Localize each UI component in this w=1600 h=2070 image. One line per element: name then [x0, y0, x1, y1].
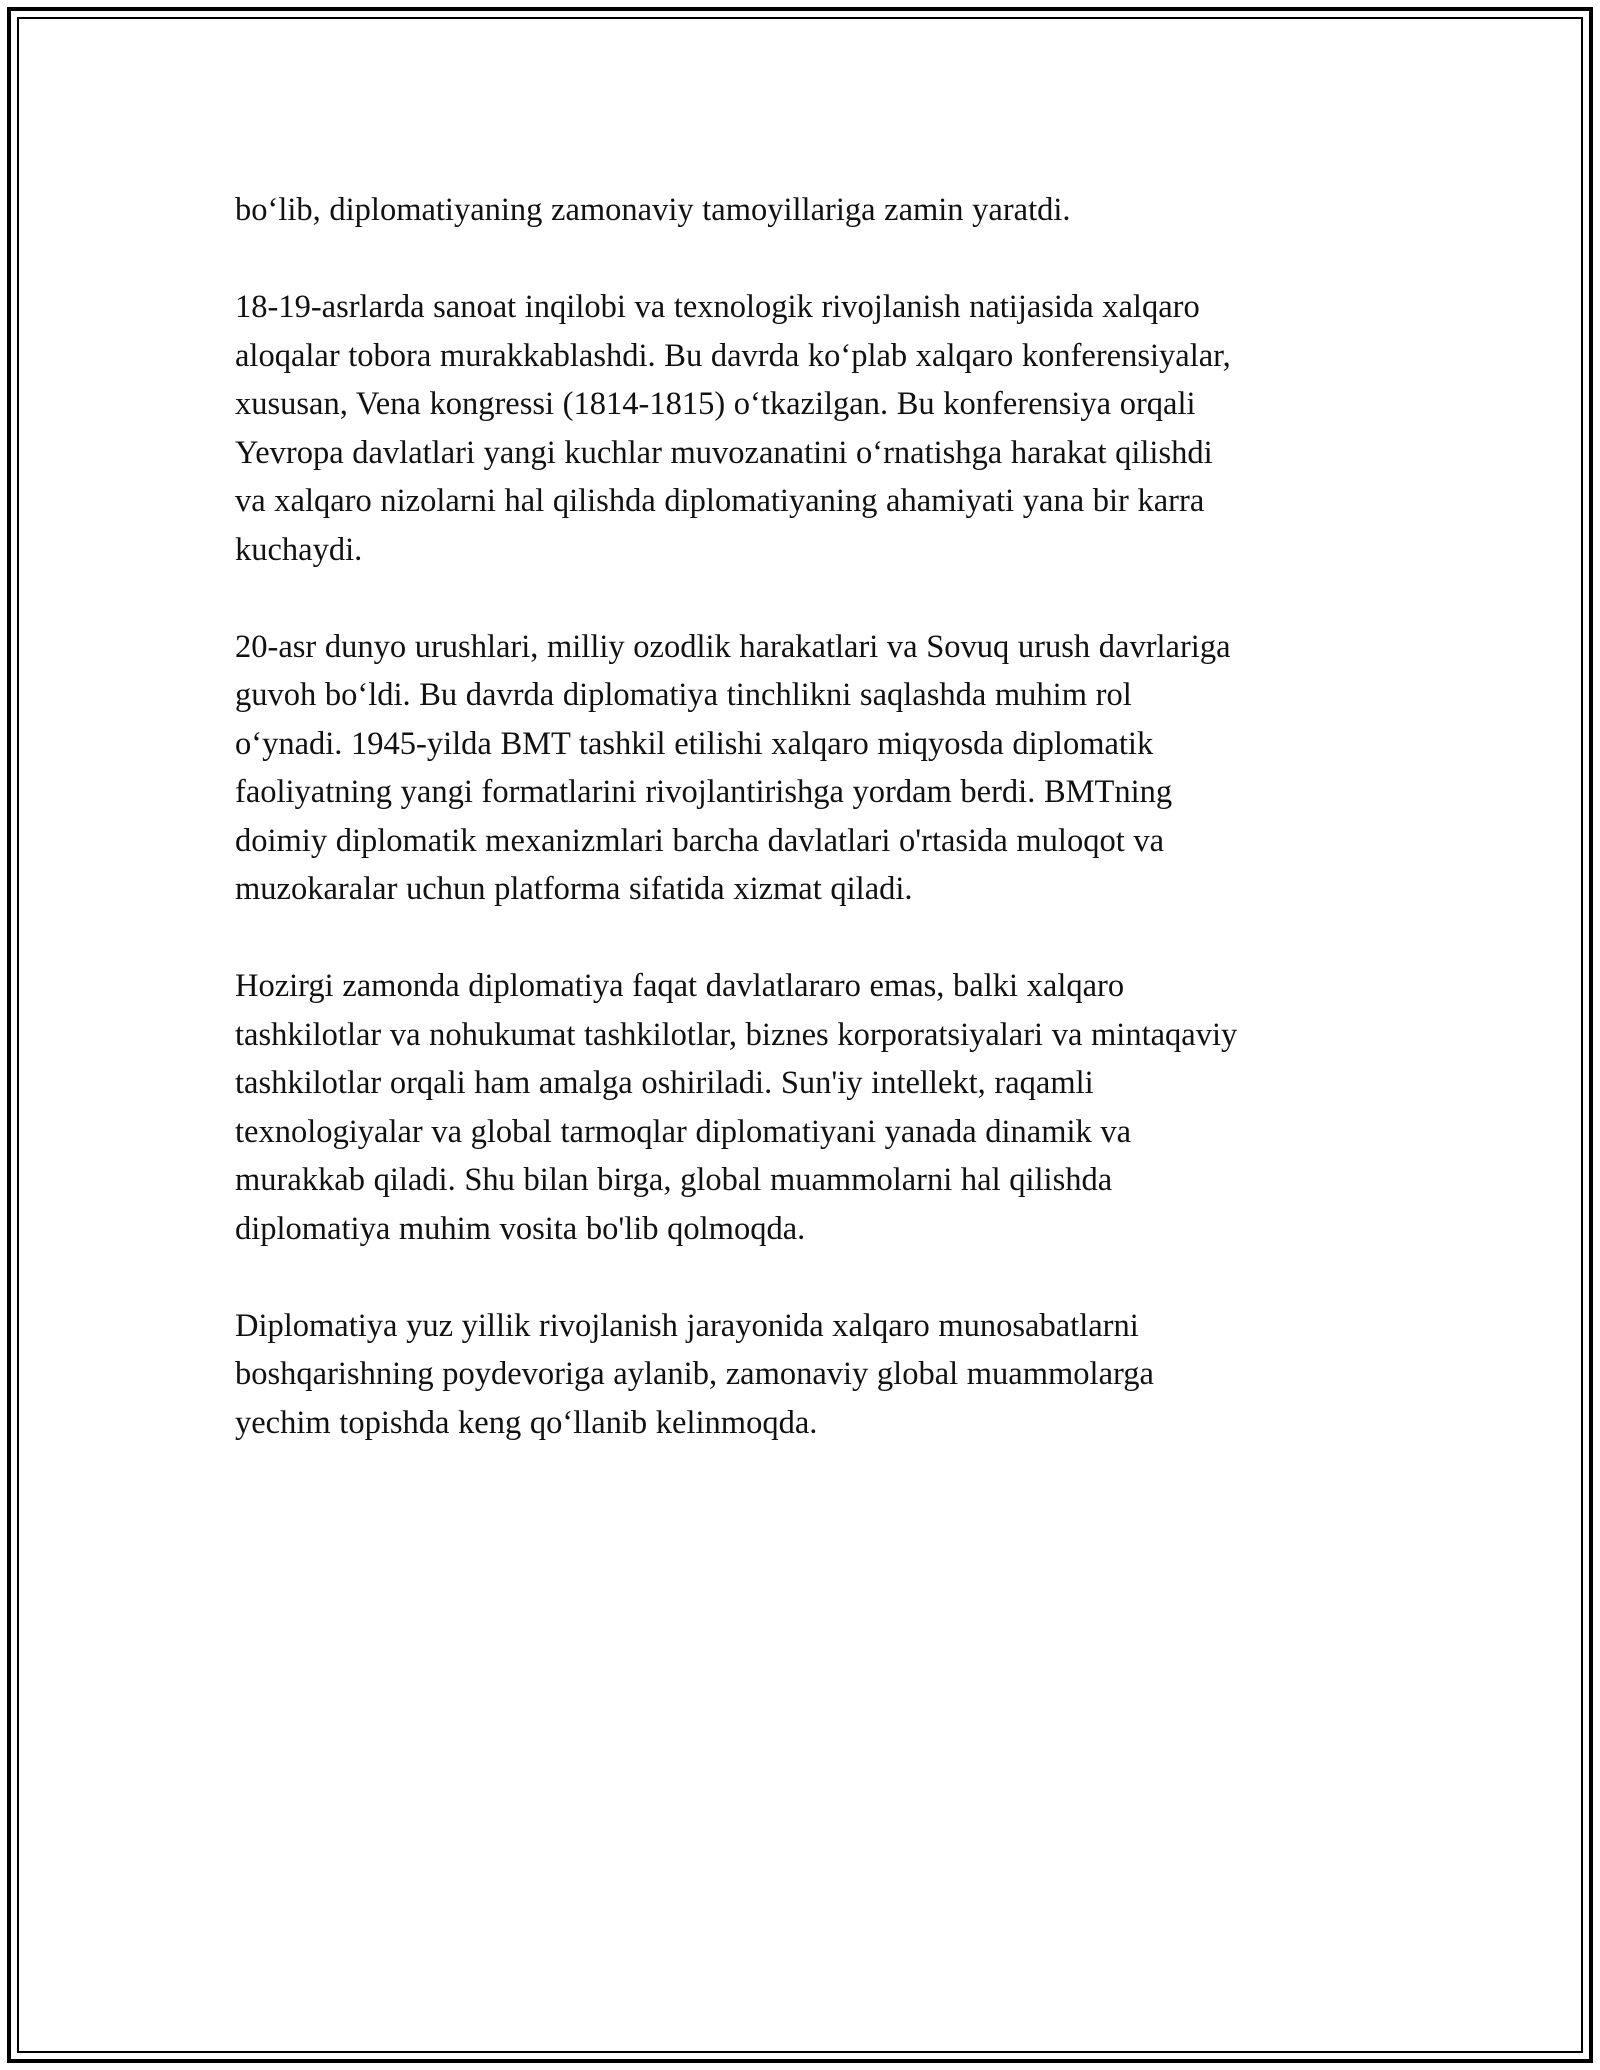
text-line: aloqalar tobora murakkablashdi. Bu davrda ko‘plab xalqaro konferensiyalar,	[235, 337, 1231, 374]
paragraph-3	[235, 623, 1375, 914]
paragraph-1	[235, 186, 1375, 235]
text-line: muzokaralar uchun platforma sifatida xizmat qiladi.	[235, 871, 913, 907]
text-line: guvoh bo‘ldi. Bu davrda diplomatiya tinchlikni saqlashda muhim rol	[235, 677, 1132, 713]
paragraph-5	[235, 1302, 1375, 1448]
text-line: bo‘lib, diplomatiyaning zamonaviy tamoyillariga zamin yaratdi.	[235, 192, 1071, 228]
paragraph-2	[235, 283, 1375, 574]
text-line: murakkab qiladi. Shu bilan birga, global muammolarni hal qilishda	[235, 1162, 1113, 1198]
text-line: 20-asr dunyo urushlari, milliy ozodlik harakatlari va Sovuq urush davrlariga	[235, 628, 1231, 665]
text-line: Yevropa davlatlari yangi kuchlar muvozanatini o‘rnatishga harakat qilishdi	[235, 434, 1213, 471]
text-line: o‘ynadi. 1945-yilda BMT tashkil etilishi xalqaro miqyosda diplomatik	[235, 725, 1154, 762]
text-line: yechim topishda keng qo‘llanib kelinmoqda.	[235, 1404, 818, 1441]
text-line: tashkilotlar va nohukumat tashkilotlar, biznes korporatsiyalari va mintaqaviy	[235, 1016, 1238, 1053]
text-line: Diplomatiya yuz yillik rivojlanish jarayonida xalqaro munosabatlarni	[235, 1307, 1139, 1344]
text-line: doimiy diplomatik mexanizmlari barcha davlatlari o'rtasida muloqot va	[235, 822, 1165, 859]
text-line: boshqarishning poydevoriga aylanib, zamonaviy global muammolarga	[235, 1356, 1154, 1392]
document-body	[235, 186, 1375, 1447]
text-line: diplomatiya muhim vosita bo'lib qolmoqda.	[235, 1210, 806, 1247]
text-line: Hozirgi zamonda diplomatiya faqat davlatlararo emas, balki xalqaro	[235, 968, 1125, 1004]
text-line: xususan, Vena kongressi (1814-1815) o‘tkazilgan. Bu konferensiya orqali	[235, 386, 1196, 422]
paragraph-4	[235, 962, 1375, 1253]
text-line: va xalqaro nizolarni hal qilishda diplomatiyaning ahamiyati yana bir karra	[235, 483, 1205, 519]
text-line: texnologiyalar va global tarmoqlar diplomatiyani yanada dinamik va	[235, 1113, 1132, 1150]
text-line: tashkilotlar orqali ham amalga oshiriladi. Sun'iy intellekt, raqamli	[235, 1065, 1094, 1101]
text-line: faoliyatning yangi formatlarini rivojlantirishga yordam berdi. BMTning	[235, 774, 1173, 810]
text-line: 18-19-asrlarda sanoat inqilobi va texnologik rivojlanish natijasida xalqaro	[235, 289, 1200, 325]
text-line: kuchaydi.	[235, 531, 363, 568]
